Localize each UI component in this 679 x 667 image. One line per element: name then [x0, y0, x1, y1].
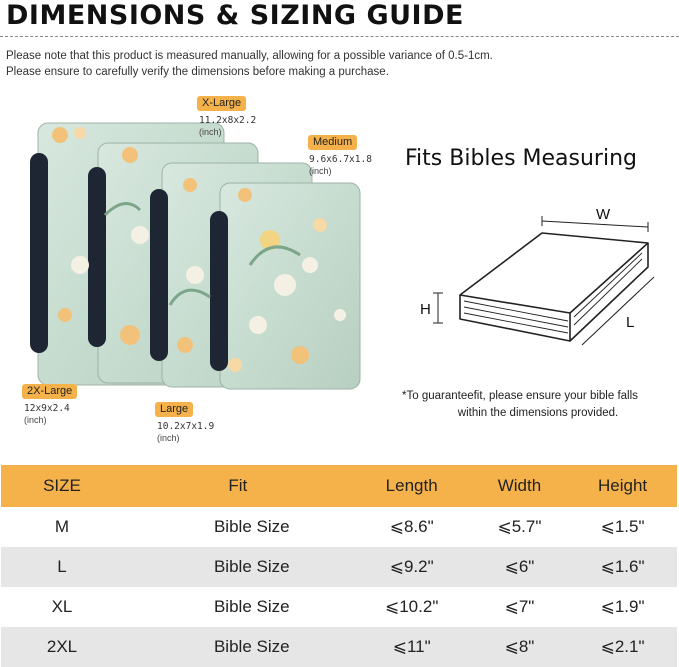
- table-header-row: [1, 465, 677, 507]
- size-label-2xlarge: 2X-Large: [22, 384, 77, 399]
- table-row: [1, 507, 677, 547]
- dims-xlarge: 11.2x8x2.2: [199, 115, 257, 126]
- width-label: W: [596, 206, 611, 223]
- height-cell: ⩽1.6": [568, 547, 677, 587]
- dims-large: 10.2x7x1.9: [157, 421, 215, 432]
- guarantee-line-1: *To guaranteefit, please ensure your bible falls: [402, 390, 638, 402]
- unit-medium: (inch): [309, 166, 332, 176]
- fit-cell: Bible Size: [213, 597, 290, 616]
- header-size: SIZE: [1, 465, 123, 507]
- unit-2xlarge: (inch): [24, 415, 47, 425]
- dims-medium: 9.6x6.7x1.8: [309, 154, 372, 165]
- size-cell: L: [1, 547, 123, 587]
- header-width: Width: [471, 465, 568, 507]
- fits-bibles-heading: Fits Bibles Measuring: [405, 146, 637, 171]
- fit-guarantee-note: [402, 388, 674, 422]
- size-cell: M: [54, 517, 70, 536]
- header-length: Length: [353, 465, 471, 507]
- height-label: H: [420, 301, 431, 318]
- size-label-medium: Medium: [308, 135, 357, 150]
- fit-cell: Bible Size: [123, 547, 353, 587]
- size-label-xlarge: X-Large: [197, 96, 246, 111]
- dims-2xlarge: 12x9x2.4: [24, 403, 70, 414]
- page-title: DIMENSIONS & SIZING GUIDE: [6, 0, 464, 31]
- size-chart-table: [1, 465, 677, 667]
- unit-xlarge: (inch): [199, 127, 222, 137]
- width-cell: ⩽7": [504, 597, 535, 616]
- width-cell: ⩽8": [471, 627, 568, 667]
- size-cell: 2XL: [1, 627, 123, 667]
- header-height: Height: [568, 465, 677, 507]
- book-dimension-diagram: [410, 195, 670, 365]
- width-cell: ⩽5.7": [497, 517, 542, 536]
- length-cell: ⩽8.6": [389, 517, 434, 536]
- table-row: [1, 627, 677, 667]
- height-cell: ⩽1.5": [600, 517, 645, 536]
- title-divider: [0, 36, 679, 37]
- header-fit: Fit: [123, 465, 353, 507]
- table-row: [1, 547, 677, 587]
- size-label-large: Large: [155, 402, 193, 417]
- length-cell: ⩽11": [353, 627, 471, 667]
- unit-large: (inch): [157, 433, 180, 443]
- length-label: L: [626, 314, 635, 331]
- length-cell: ⩽10.2": [384, 597, 439, 616]
- width-cell: ⩽6": [471, 547, 568, 587]
- verify-note: Please ensure to carefully verify the dimensions before making a purchase.: [6, 66, 389, 78]
- guarantee-line-2: within the dimensions provided.: [457, 407, 619, 419]
- height-cell: ⩽2.1": [568, 627, 677, 667]
- measurement-note: Please note that this product is measured manually, allowing for a possible variance of 0.5-1cm.: [6, 50, 493, 62]
- length-cell: ⩽9.2": [353, 547, 471, 587]
- fit-cell: Bible Size: [213, 517, 290, 536]
- table-row: [1, 587, 677, 627]
- height-cell: ⩽1.9": [600, 597, 645, 616]
- size-cell: XL: [51, 597, 73, 616]
- fit-cell: Bible Size: [123, 627, 353, 667]
